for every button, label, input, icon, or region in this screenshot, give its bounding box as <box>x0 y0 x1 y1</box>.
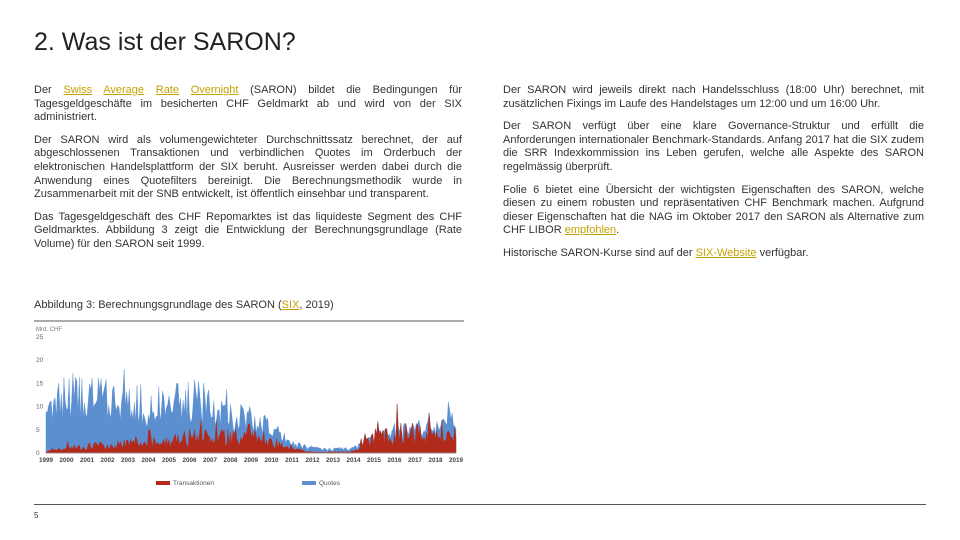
right-paragraph-2: Der SARON verfügt über eine klare Governance-Struktur und erfüllt die Anforderungen internationaler Benchmark-Standards. Anfang 2017 hat die SIX zudem die SRR Indexkommission ins Leben gerufen, welche alle Aspekte des SARON regelmässig überprüft. <box>503 120 924 173</box>
x-tick-label: 2010 <box>264 457 279 464</box>
y-tick-label: 0 <box>36 450 40 457</box>
saron-link-rate[interactable]: Rate <box>155 84 179 96</box>
x-tick-label: 2007 <box>202 457 218 464</box>
right-p3-post: . <box>616 224 620 237</box>
x-tick-label: 2016 <box>387 457 402 464</box>
saron-link-swiss[interactable]: Swiss <box>63 84 93 96</box>
y-tick-label: 5 <box>36 426 40 434</box>
saron-link-overnight[interactable]: Overnight <box>190 84 239 96</box>
y-tick-label: 25 <box>36 334 44 341</box>
page-number: 5 <box>34 511 39 520</box>
left-paragraph-2: Der SARON wird als volumengewichteter Durchschnittssatz berechnet, der auf abgeschlossenen Transaktionen und verbindlichen Quotes im Orderbuch der elektronischen Handelsplattform der SIX beruht. Ausreisser werden dabei durch die Anwendung eines Quotefilters bereinigt. Die Berechnungsmethodik wurde in Zusammenarbeit mit der SNB entwickelt, ist öffentlich einsehbar und transparent. <box>34 133 462 201</box>
right-p4-pre: Historische SARON-Kurse sind auf der <box>503 246 693 259</box>
y-tick-label: 15 <box>36 380 44 388</box>
x-tick-label: 2011 <box>285 457 299 464</box>
right-p3-pre: Folie 6 bietet eine Übersicht der wichtigsten Eigenschaften des SARON, welche diesen zu einem robusten und repräsentativen CHF Benchmark machen. Aufgrund dieser Eigenschaften hat die NAG im Oktober 2017 den SARON als Alternative zum CHF LIBOR <box>503 183 924 237</box>
right-paragraph-3 <box>503 184 924 238</box>
caption-six-link[interactable]: SIX <box>281 299 300 311</box>
caption-post: , 2019) <box>299 299 334 311</box>
x-tick-label: 2019 <box>448 457 464 464</box>
x-tick-label: 2005 <box>161 457 177 464</box>
left-paragraph-3: Das Tagesgeldgeschäft des CHF Repomarktes ist das liquideste Segment des CHF Geldmarktes. Abbildung 3 zeigt die Entwicklung der Berechnungsgrundlage (Rate Volume) für den SARON seit 1999. <box>34 210 462 250</box>
left-p1-pre: Der <box>34 84 52 96</box>
x-tick-label: 2006 <box>182 457 197 464</box>
x-tick-label: 2004 <box>141 457 156 464</box>
legend-label-transaktionen: Transaktionen <box>173 480 214 487</box>
six-website-link[interactable]: SIX-Website <box>695 246 757 259</box>
footer-divider <box>34 504 926 505</box>
left-column <box>34 84 462 261</box>
left-p1-post: (SARON) bildet die Bedingungen für Tagesgeldgeschäfte im besicherten CHF Geldmarkt ab und wird von der SIX administriert. <box>34 84 462 124</box>
x-tick-label: 2018 <box>428 457 443 464</box>
y-unit-label: Mrd. CHF <box>36 327 62 333</box>
legend-swatch-transaktionen <box>156 481 170 485</box>
x-tick-label: 2015 <box>366 457 382 464</box>
empfohlen-link[interactable]: empfohlen <box>564 224 617 237</box>
x-tick-label: 1999 <box>38 457 54 464</box>
x-tick-label: 2003 <box>120 457 136 464</box>
x-tick-label: 2001 <box>79 457 95 464</box>
right-paragraph-4 <box>503 247 924 261</box>
x-tick-label: 2012 <box>305 457 320 464</box>
y-tick-label: 20 <box>36 357 44 365</box>
figure-caption <box>34 299 334 311</box>
saron-link-average[interactable]: Average <box>103 84 145 96</box>
x-tick-label: 2008 <box>223 457 238 464</box>
x-tick-label: 2013 <box>325 457 341 464</box>
left-paragraph-1 <box>34 84 462 125</box>
y-tick-label: 10 <box>36 403 44 411</box>
x-tick-label: 2017 <box>407 457 423 464</box>
legend-swatch-quotes <box>302 481 316 485</box>
x-tick-label: 2014 <box>346 457 361 464</box>
x-tick-label: 2000 <box>59 457 74 464</box>
rate-volume-chart <box>34 319 464 495</box>
page-title: 2. Was ist der SARON? <box>34 28 296 56</box>
legend-label-quotes: Quotes <box>319 480 340 487</box>
x-tick-label: 2009 <box>243 457 259 464</box>
caption-pre: Abbildung 3: Berechnungsgrundlage des SARON ( <box>34 299 282 311</box>
x-tick-label: 2002 <box>100 457 115 464</box>
right-paragraph-1: Der SARON wird jeweils direkt nach Handelsschluss (18:00 Uhr) berechnet, mit zusätzlichen Fixings im Laufe des Handelstages um 12:00 und um 16:00 Uhr. <box>503 84 924 110</box>
right-column <box>503 84 924 270</box>
chart-svg <box>34 319 464 495</box>
right-p4-post: verfügbar. <box>759 246 809 259</box>
